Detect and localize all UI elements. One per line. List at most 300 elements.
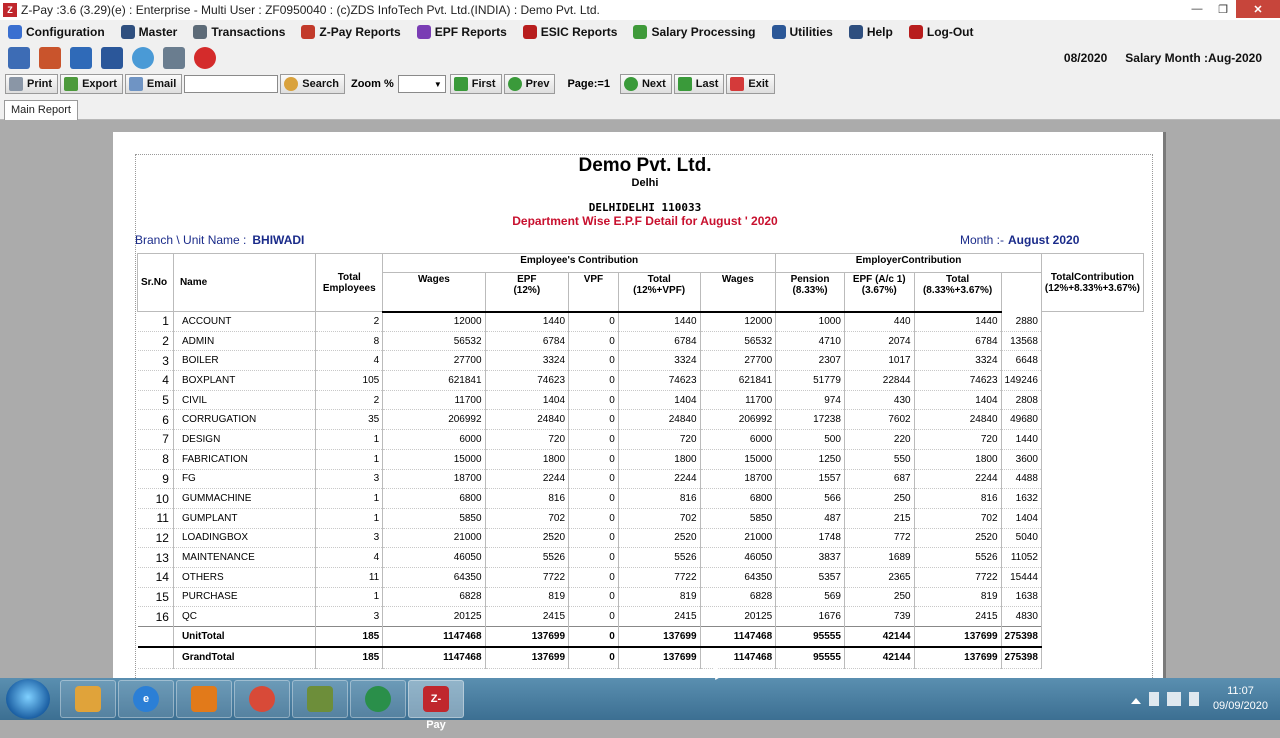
table-cell: 24840	[914, 410, 1001, 430]
table-cell: 2	[316, 312, 383, 332]
report-viewport[interactable]	[0, 120, 1280, 678]
table-cell: 1	[316, 508, 383, 528]
table-cell: 3837	[776, 548, 845, 568]
branch-label: Branch \ Unit Name :	[135, 233, 247, 247]
table-cell: 2365	[844, 567, 914, 587]
epf-table-body	[138, 312, 1144, 669]
first-page-button[interactable]: First	[450, 74, 502, 94]
table-cell: 14	[138, 567, 174, 587]
col-ee-vpf: VPF	[569, 273, 619, 312]
table-cell: 819	[485, 587, 569, 607]
menu-salary-processing[interactable]	[633, 25, 755, 39]
table-cell: 0	[569, 390, 619, 410]
person-icon	[121, 25, 135, 39]
report-icon	[301, 25, 315, 39]
window-titlebar	[0, 0, 1280, 20]
table-cell: 5850	[383, 508, 485, 528]
table-cell: 7722	[914, 567, 1001, 587]
table-cell: 137699	[618, 627, 700, 647]
table-cell: 3	[138, 351, 174, 371]
last-page-button[interactable]: Last	[674, 74, 725, 94]
table-cell: 12000	[383, 312, 485, 332]
tray-arrow-icon[interactable]	[1131, 698, 1141, 704]
table-row	[138, 312, 1144, 332]
table-cell: 10	[138, 489, 174, 509]
table-cell: 11700	[700, 390, 776, 410]
table-cell: 2074	[844, 331, 914, 351]
help-icon	[849, 25, 863, 39]
table-cell: GUMPLANT	[173, 508, 315, 528]
clock-time: 11:07	[1227, 685, 1254, 697]
table-cell: 4488	[1001, 469, 1041, 489]
table-cell: 2808	[1001, 390, 1041, 410]
table-row	[138, 351, 1144, 371]
epf-icon	[417, 25, 431, 39]
export-button[interactable]: Export	[60, 74, 123, 94]
table-cell: 46050	[383, 548, 485, 568]
table-cell: 1440	[485, 312, 569, 332]
table-cell: 0	[569, 410, 619, 430]
table-cell: 15000	[700, 449, 776, 469]
table-cell: 11052	[1001, 548, 1041, 568]
table-cell: GrandTotal	[173, 647, 315, 669]
table-cell: 15000	[383, 449, 485, 469]
table-cell: 2	[316, 390, 383, 410]
table-cell: 12000	[700, 312, 776, 332]
employer-contribution-header: EmployerContribution	[776, 254, 1042, 273]
table-cell: 9	[138, 469, 174, 489]
table-cell: 185	[316, 627, 383, 647]
table-cell: 1147468	[383, 627, 485, 647]
table-cell: 3	[316, 528, 383, 548]
table-cell: 2415	[485, 607, 569, 627]
table-cell: 13	[138, 548, 174, 568]
utilities-icon	[772, 25, 786, 39]
menu-transactions[interactable]	[193, 25, 285, 39]
table-row	[138, 548, 1144, 568]
power-icon[interactable]	[194, 47, 216, 69]
table-cell: 1	[316, 489, 383, 509]
table-cell: 5526	[914, 548, 1001, 568]
table-cell: 21000	[700, 528, 776, 548]
table-row	[138, 508, 1144, 528]
menu-label: EPF Reports	[434, 25, 507, 39]
table-cell: 35	[316, 410, 383, 430]
taskbar-app[interactable]	[60, 680, 116, 718]
col-name: Name	[173, 254, 315, 312]
table-cell: 0	[569, 430, 619, 450]
page-indicator: Page:=1	[567, 78, 610, 90]
table-cell: 18700	[383, 469, 485, 489]
table-cell: 22844	[844, 371, 914, 391]
menu-help[interactable]	[849, 25, 893, 39]
table-row	[138, 430, 1144, 450]
table-cell: 46050	[700, 548, 776, 568]
taskbar-app[interactable]	[118, 680, 174, 718]
table-row	[138, 410, 1144, 430]
network-icon[interactable]	[1167, 692, 1181, 706]
chevron-down-icon: ▼	[433, 79, 442, 89]
table-cell: BOXPLANT	[173, 371, 315, 391]
table-cell: 2244	[618, 469, 700, 489]
table-cell: 1404	[618, 390, 700, 410]
table-cell: 15	[138, 587, 174, 607]
table-row	[138, 371, 1144, 391]
pen-icon[interactable]	[70, 47, 92, 69]
close-button[interactable]: ✕	[1236, 0, 1280, 18]
table-cell: 137699	[914, 647, 1001, 669]
table-cell: 0	[569, 627, 619, 647]
report-content	[135, 154, 1153, 694]
table-cell: 569	[776, 587, 845, 607]
table-cell: 42144	[844, 627, 914, 647]
employee-icon[interactable]	[8, 47, 30, 69]
col-total-contribution: TotalContribution (12%+8.33%+3.67%)	[1041, 254, 1143, 312]
table-cell	[138, 647, 174, 669]
table-cell: 6800	[700, 489, 776, 509]
table-cell: 20125	[383, 607, 485, 627]
table-cell: 16	[138, 607, 174, 627]
table-cell: 1250	[776, 449, 845, 469]
table-cell: 0	[569, 351, 619, 371]
table-row	[138, 607, 1144, 627]
table-row	[138, 587, 1144, 607]
table-cell: 24840	[485, 410, 569, 430]
table-cell: 500	[776, 430, 845, 450]
table-cell: 1404	[914, 390, 1001, 410]
taskbar-app[interactable]	[350, 680, 406, 718]
unit-total-row	[138, 627, 1144, 647]
table-cell: 974	[776, 390, 845, 410]
table-row	[138, 528, 1144, 548]
table-cell: 1000	[776, 312, 845, 332]
col-er-pension: Pension (8.33%)	[776, 273, 845, 312]
table-cell: 137699	[485, 627, 569, 647]
print-button[interactable]: Print	[5, 74, 58, 94]
table-cell: 8	[138, 449, 174, 469]
report-page	[113, 132, 1166, 692]
clock-date: 09/09/2020	[1212, 700, 1268, 712]
table-cell: 275398	[1001, 647, 1041, 669]
table-cell: 250	[844, 489, 914, 509]
table-cell: 13568	[1001, 331, 1041, 351]
menu-label: Z-Pay Reports	[319, 25, 401, 39]
employee-contribution-header: Employee's Contribution	[383, 254, 776, 273]
col-ee-wages: Wages	[383, 273, 485, 312]
report-toolbar	[0, 72, 1280, 96]
window-title: Z-Pay :3.6 (3.29)(e) : Enterprise - Multi User : ZF0950040 : (c)ZDS InfoTech Pvt. Ltd.(INDIA) : Demo Pvt. Ltd.	[21, 3, 600, 17]
table-cell: UnitTotal	[173, 627, 315, 647]
table-cell: 2	[138, 331, 174, 351]
media-player-icon	[191, 686, 217, 712]
speaker-icon[interactable]	[1149, 692, 1159, 706]
magnifier-icon	[284, 77, 298, 91]
menu-label: Configuration	[26, 25, 105, 39]
table-cell: 6000	[700, 430, 776, 450]
table-cell: 0	[569, 647, 619, 669]
table-cell: 1440	[618, 312, 700, 332]
prev-page-icon	[508, 77, 522, 91]
menu-label: Transactions	[211, 25, 286, 39]
taskbar-app[interactable]	[408, 680, 464, 731]
table-cell: 2520	[914, 528, 1001, 548]
table-cell: 1147468	[700, 647, 776, 669]
table-cell: 1557	[776, 469, 845, 489]
table-cell: 51779	[776, 371, 845, 391]
table-cell: 1632	[1001, 489, 1041, 509]
table-cell	[138, 627, 174, 647]
month-value: August 2020	[1008, 233, 1080, 247]
table-cell: 27700	[383, 351, 485, 371]
email-icon	[129, 77, 143, 91]
table-cell: 3324	[485, 351, 569, 371]
minimize-button[interactable]: —	[1191, 3, 1203, 15]
table-cell: 0	[569, 371, 619, 391]
menu-epf-reports[interactable]	[417, 25, 507, 39]
table-cell: 56532	[383, 331, 485, 351]
table-cell: 6828	[700, 587, 776, 607]
taskbar-app[interactable]	[292, 680, 348, 718]
table-cell: 0	[569, 489, 619, 509]
table-cell: 5526	[485, 548, 569, 568]
table-row	[138, 567, 1144, 587]
printer-icon	[9, 77, 23, 91]
table-cell: 11700	[383, 390, 485, 410]
epf-table	[137, 253, 1144, 669]
table-cell: 15444	[1001, 567, 1041, 587]
table-cell: 5526	[618, 548, 700, 568]
table-cell: 0	[569, 469, 619, 489]
table-cell: 3600	[1001, 449, 1041, 469]
chrome-profile-icon	[365, 686, 391, 712]
table-cell: 1689	[844, 548, 914, 568]
taskbar-app[interactable]	[234, 680, 290, 718]
table-cell: 95555	[776, 647, 845, 669]
table-cell: CIVIL	[173, 390, 315, 410]
table-cell: 64350	[700, 567, 776, 587]
table-cell: 2415	[914, 607, 1001, 627]
exit-button[interactable]: Exit	[726, 74, 774, 94]
table-cell: 0	[569, 331, 619, 351]
table-row	[138, 390, 1144, 410]
export-icon	[64, 77, 78, 91]
start-button[interactable]	[6, 679, 50, 719]
table-cell: 566	[776, 489, 845, 509]
table-cell: 149246	[1001, 371, 1041, 391]
table-cell: 702	[914, 508, 1001, 528]
col-er-wages: Wages	[700, 273, 776, 312]
table-cell: 49680	[1001, 410, 1041, 430]
taskbar	[0, 678, 1280, 731]
table-cell: 816	[618, 489, 700, 509]
table-cell: CORRUGATION	[173, 410, 315, 430]
table-cell: 6000	[383, 430, 485, 450]
menu-z-pay-reports[interactable]	[301, 25, 400, 39]
table-cell: 550	[844, 449, 914, 469]
table-cell: 1	[138, 312, 174, 332]
hammer-icon[interactable]	[39, 47, 61, 69]
table-cell: 24840	[618, 410, 700, 430]
table-cell: 6800	[383, 489, 485, 509]
search-input[interactable]	[184, 75, 278, 93]
table-cell: 720	[485, 430, 569, 450]
table-cell: 2415	[618, 607, 700, 627]
table-cell: 5357	[776, 567, 845, 587]
table-cell: 0	[569, 508, 619, 528]
table-cell: 185	[316, 647, 383, 669]
table-cell: 137699	[914, 627, 1001, 647]
table-cell: 1748	[776, 528, 845, 548]
table-cell: 4	[138, 371, 174, 391]
table-cell: 2307	[776, 351, 845, 371]
table-cell: FABRICATION	[173, 449, 315, 469]
table-cell: LOADINGBOX	[173, 528, 315, 548]
table-cell: 3324	[618, 351, 700, 371]
table-cell: 5040	[1001, 528, 1041, 548]
flag-icon[interactable]	[1189, 692, 1199, 706]
zoom-label: Zoom %	[350, 78, 394, 90]
table-cell: 2244	[914, 469, 1001, 489]
col-ee-epf: EPF (12%)	[485, 273, 569, 312]
menu-esic-reports[interactable]	[523, 25, 618, 39]
table-cell: 6828	[383, 587, 485, 607]
menu-configuration[interactable]	[8, 25, 105, 39]
table-cell: 1404	[1001, 508, 1041, 528]
table-cell: 3	[316, 469, 383, 489]
month-label: Month :-	[960, 233, 1005, 247]
zpay-icon: Z-Pay	[423, 686, 449, 712]
tools-icon	[307, 686, 333, 712]
email-button[interactable]: Email	[125, 74, 182, 94]
table-cell: 206992	[700, 410, 776, 430]
word-icon[interactable]	[101, 47, 123, 69]
table-cell: 1440	[1001, 430, 1041, 450]
table-cell: 42144	[844, 647, 914, 669]
menu-master[interactable]	[121, 25, 178, 39]
salary-icon	[633, 25, 647, 39]
table-cell: 56532	[700, 331, 776, 351]
company-name: Demo Pvt. Ltd.	[578, 155, 712, 176]
table-cell: FG	[173, 469, 315, 489]
table-cell: 0	[569, 449, 619, 469]
table-cell: 8	[316, 331, 383, 351]
table-cell: 0	[569, 312, 619, 332]
globe-icon[interactable]	[132, 47, 154, 69]
table-cell: 215	[844, 508, 914, 528]
grand-total-row	[138, 647, 1144, 669]
search-button[interactable]: Search	[280, 74, 345, 94]
table-cell: 11	[138, 508, 174, 528]
table-cell: 4710	[776, 331, 845, 351]
branch-info	[135, 233, 304, 247]
col-er-total: Total (8.33%+3.67%)	[914, 273, 1001, 312]
table-cell: MAINTENANCE	[173, 548, 315, 568]
table-cell: 1404	[485, 390, 569, 410]
logout-icon	[909, 25, 923, 39]
table-cell: 1017	[844, 351, 914, 371]
table-cell: 137699	[485, 647, 569, 669]
menu-utilities[interactable]	[772, 25, 833, 39]
table-cell: 1	[316, 587, 383, 607]
clock[interactable]	[1213, 684, 1268, 714]
menu-label: Log-Out	[926, 25, 974, 39]
table-cell: 74623	[485, 371, 569, 391]
table-cell: 137699	[618, 647, 700, 669]
window-controls	[1184, 0, 1280, 18]
settings-dropdown-icon[interactable]	[163, 47, 185, 69]
table-cell: 819	[914, 587, 1001, 607]
menu-bar	[0, 20, 1280, 44]
prev-page-button[interactable]: Prev	[504, 74, 556, 94]
table-cell: 1800	[485, 449, 569, 469]
table-cell: 250	[844, 587, 914, 607]
zoom-select[interactable]	[398, 75, 446, 93]
table-cell: 11	[316, 567, 383, 587]
system-tray	[1131, 678, 1280, 720]
table-row	[138, 449, 1144, 469]
table-cell: 7722	[618, 567, 700, 587]
period-info	[1064, 51, 1280, 65]
last-page-icon	[678, 77, 692, 91]
taskbar-app[interactable]	[176, 680, 232, 718]
table-cell: 1440	[914, 312, 1001, 332]
table-cell: 206992	[383, 410, 485, 430]
menu-label: ESIC Reports	[540, 25, 618, 39]
col-er-epf: EPF (A/c 1) (3.67%)	[844, 273, 914, 312]
next-page-button[interactable]: Next	[620, 74, 672, 94]
table-cell: 739	[844, 607, 914, 627]
table-cell: 0	[569, 607, 619, 627]
table-cell: 2880	[1001, 312, 1041, 332]
table-cell: 74623	[618, 371, 700, 391]
menu-label: Salary Processing	[651, 25, 756, 39]
col-sr: Sr.No	[138, 254, 174, 312]
table-row	[138, 489, 1144, 509]
report-title: Department Wise E.P.F Detail for August ' 2020	[512, 214, 778, 228]
gear-icon	[8, 25, 22, 39]
table-cell: 220	[844, 430, 914, 450]
table-cell: 1676	[776, 607, 845, 627]
table-cell: 1	[316, 449, 383, 469]
table-cell: 20125	[700, 607, 776, 627]
table-cell: 1147468	[383, 647, 485, 669]
table-row	[138, 331, 1144, 351]
table-cell: 2244	[485, 469, 569, 489]
table-cell: 702	[618, 508, 700, 528]
table-cell: 816	[914, 489, 1001, 509]
table-cell: 0	[569, 567, 619, 587]
table-cell: 7722	[485, 567, 569, 587]
zpay-app-icon: Z	[3, 3, 17, 17]
table-cell: 0	[569, 587, 619, 607]
menu-label: Help	[866, 25, 893, 39]
table-cell: 772	[844, 528, 914, 548]
table-cell: 12	[138, 528, 174, 548]
table-cell: 1800	[618, 449, 700, 469]
table-cell: PURCHASE	[173, 587, 315, 607]
table-cell: GUMMACHINE	[173, 489, 315, 509]
table-cell: 0	[569, 528, 619, 548]
menu-log-out[interactable]	[909, 25, 974, 39]
month-info	[960, 233, 1079, 247]
table-cell: 720	[914, 430, 1001, 450]
next-page-icon	[624, 77, 638, 91]
esic-icon	[523, 25, 537, 39]
restore-button[interactable]: ❐	[1218, 3, 1228, 16]
table-cell: ACCOUNT	[173, 312, 315, 332]
table-cell: ADMIN	[173, 331, 315, 351]
tab-main-report[interactable]: Main Report	[4, 100, 78, 120]
